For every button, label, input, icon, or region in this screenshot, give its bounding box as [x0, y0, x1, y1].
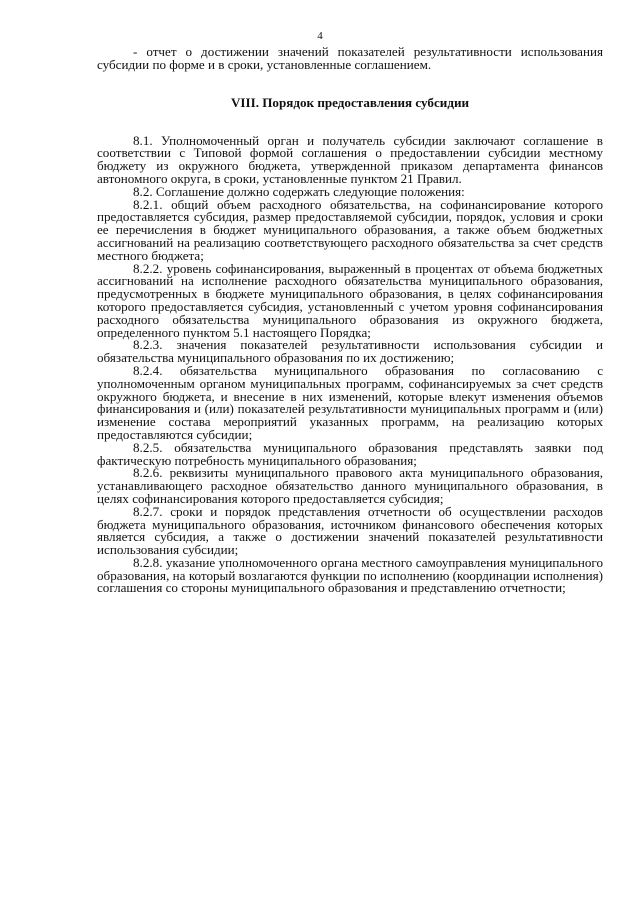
paragraph-8-1: 8.1. Уполномоченный орган и получатель субсидии заключают соглашение в соответствии с Типовой формой соглашения о предоставлении субсидии местному бюджету из окружного бюджета, утвержденной приказом департамента финансов автономного округа, в сроки, установленные пунктом 21 Правил.	[97, 132, 603, 186]
paragraph-8-2-7: 8.2.7. сроки и порядок представления отчетности об осуществлении расходов бюджета муниципального образования, источником финансового обеспечения которых является субсидия, а также о достижении значений показателей результативности использования субсидии;	[97, 503, 603, 558]
paragraph-8-2: 8.2. Соглашение должно содержать следующие положения:	[133, 183, 465, 199]
paragraph-8-2-6: 8.2.6. реквизиты муниципального правового акта муниципального образования, устанавливающего расходное обязательство данного муниципального образования, в целях софинансирования которого предоставляется субсидия;	[97, 465, 603, 506]
paragraph-8-2-1: 8.2.1. общий объем расходного обязательства, на софинансирование которого предоставляется субсидия, размер предоставляемой субсидии, порядок, условия и сроки ее перечисления в бюджет муниципального образования, а также объем бюджетных ассигнований на реализацию соответствующего расходного обязательства за счет средств местного бюджета;	[97, 196, 603, 263]
paragraph-8-2-5: 8.2.5. обязательства муниципального образования представлять заявки под фактическую потребность муниципального образования;	[97, 439, 603, 468]
paragraph-8-2-4: 8.2.4. обязательства муниципального образования по согласованию с уполномоченным органом муниципальных программ, софинансируемых за счет средств окружного бюджета, и внесение в них изменений, которые влекут изменения объемов финансирования и (или) показателей результативности муниципальных программ и (или) изменение состава мероприятий указанных программ, на реализацию которых предоставляются субсидии;	[97, 362, 603, 442]
paragraph-8-2-2: 8.2.2. уровень софинансирования, выраженный в процентах от объема бюджетных ассигнований на исполнение расходного обязательства муниципального образования, предусмотренных в бюджете муниципального образования, в целях софинансирования которого предоставляется субсидия, установленный с учетом уровня софинансирования расходного обязательства муниципального образования из окружного бюджета, определенного пунктом 5.1 настоящего Порядка;	[97, 260, 603, 340]
paragraph-8-2-3: 8.2.3. значения показателей результативности использования субсидии и обязательства муниципального образования по их достижению;	[97, 337, 603, 366]
document-body	[97, 46, 603, 595]
section-title: VIII. Порядок предоставления субсидии	[230, 94, 470, 110]
spacer	[97, 72, 603, 96]
spacer	[97, 109, 603, 135]
intro-paragraph: - отчет о достижении значений показателей результативности использования субсидии по форме и в сроки, установленные соглашением.	[97, 44, 603, 72]
paragraph-8-2-8: 8.2.8. указание уполномоченного органа местного самоуправления муниципального образования, на который возлагаются функции по исполнению (координации исполнения) соглашения со стороны муниципального образования и представлению отчетности;	[97, 554, 603, 596]
page-number: 4	[317, 30, 323, 42]
